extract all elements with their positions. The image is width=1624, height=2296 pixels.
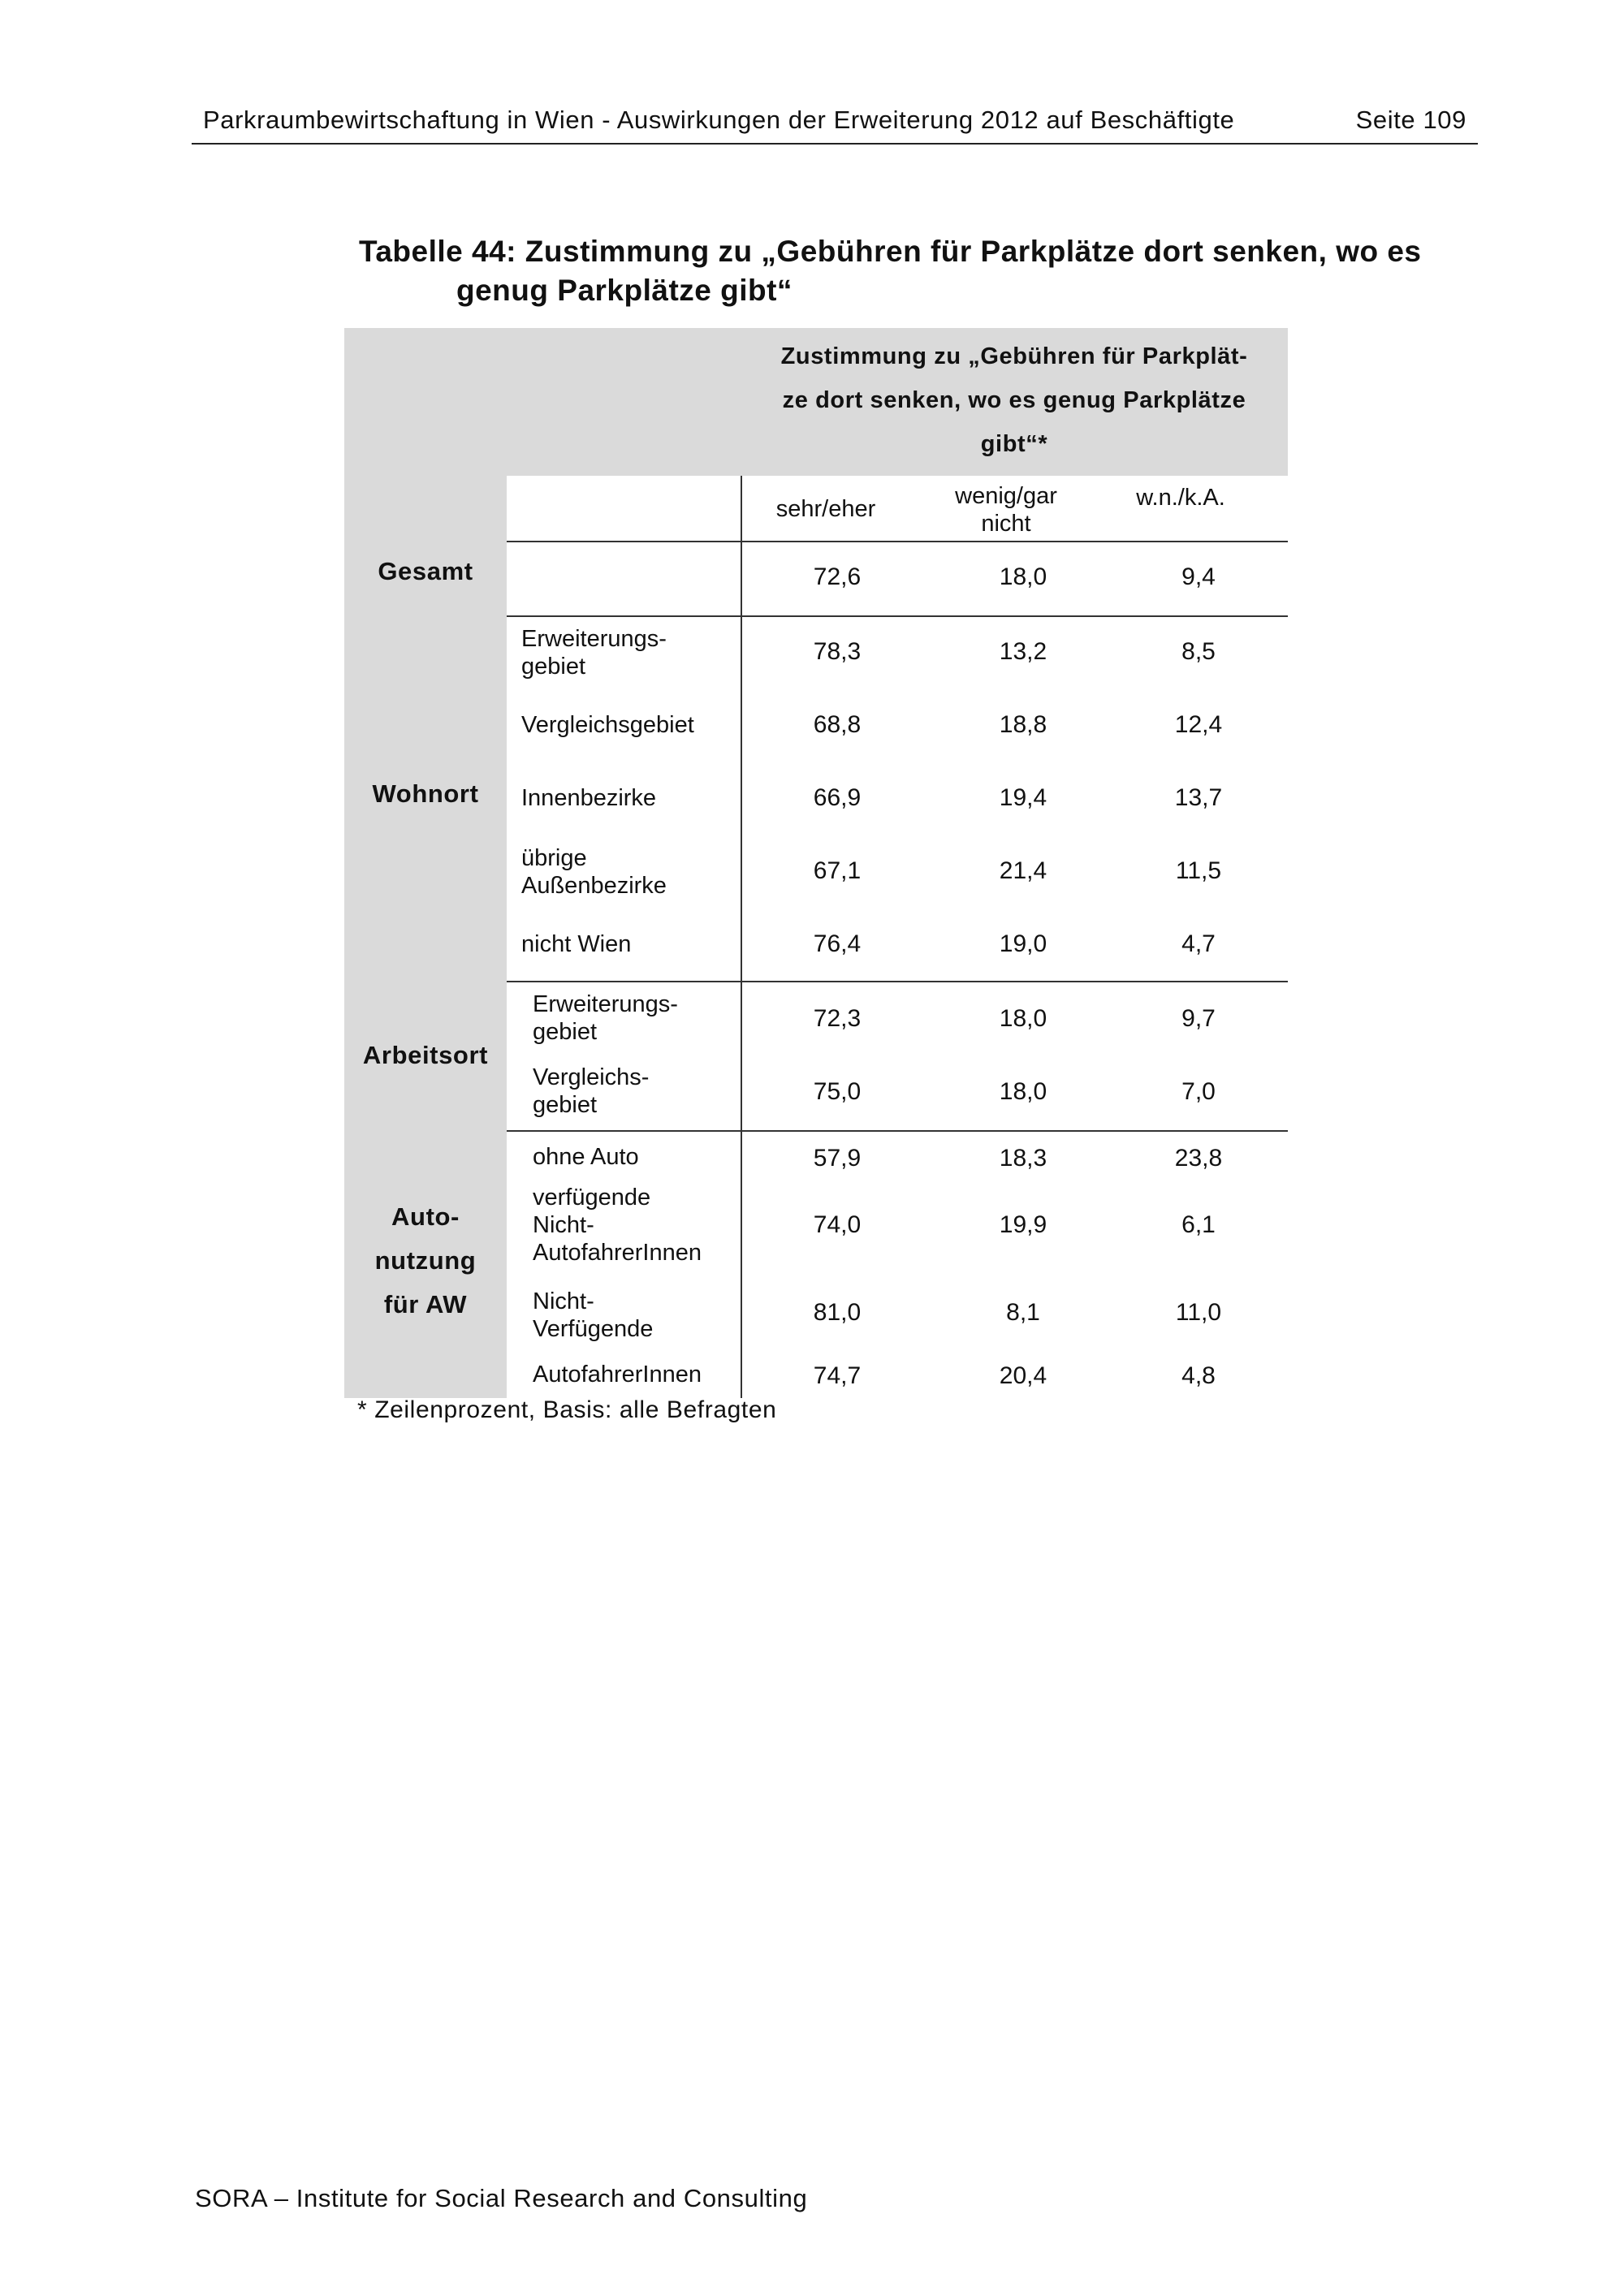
group-gesamt: Gesamt: [378, 557, 473, 585]
cell-value: 78,3: [813, 638, 862, 665]
cell-value: 11,0: [1175, 1299, 1222, 1326]
col-header-wenig-gar-nicht: [921, 482, 1091, 537]
caption-line-2: genug Parkplätze gibt“: [456, 274, 793, 307]
cell-value: 13,2: [999, 638, 1047, 665]
row-label-nicht-wien: nicht Wien: [521, 931, 632, 957]
table-header-line-3: gibt“*: [980, 431, 1048, 457]
row-label-line: Verfügende: [533, 1316, 654, 1342]
col-header-sehr-eher: sehr/eher: [775, 496, 876, 522]
cell-value: 18,0: [999, 1078, 1047, 1105]
cell-value: 7,0: [1181, 1078, 1216, 1105]
caption-line-1: Tabelle 44: Zustimmung zu „Gebühren für Parkplätze dort senken, wo es: [359, 235, 1422, 268]
row-label-vergleichsgebiet: Vergleichsgebiet: [521, 712, 694, 738]
row-label-line: verfügende: [533, 1185, 651, 1211]
page-footer: SORA – Institute for Social Research and Consulting: [195, 2184, 808, 2212]
cell-value: 74,0: [813, 1211, 862, 1238]
cell-value: 6,1: [1181, 1211, 1216, 1238]
vertical-divider: [741, 476, 742, 1398]
row-label-line: Nicht-: [533, 1288, 594, 1314]
row-label-arbeitsort-erweiterungsgebiet: [533, 990, 678, 1046]
col-header-wn-ka: w.n./k.A.: [1136, 485, 1225, 511]
page-number: Seite 109: [1355, 106, 1466, 134]
cell-value: 19,0: [999, 930, 1047, 957]
group-auto-line-2: nutzung: [374, 1246, 477, 1275]
cell-value: 18,3: [999, 1145, 1047, 1172]
page-header: [192, 102, 1478, 145]
cell-value: 8,5: [1181, 638, 1216, 665]
row-label-line: Nicht-: [533, 1212, 594, 1238]
table-header-line-1: Zustimmung zu „Gebühren für Parkplät-: [780, 343, 1248, 369]
table-header-line-2: ze dort senken, wo es genug Parkplätze: [782, 387, 1246, 413]
row-label-line: gebiet: [521, 654, 586, 680]
group-auto-line-3: für AW: [383, 1290, 468, 1318]
cell-value: 8,1: [1006, 1299, 1040, 1326]
cell-value: 18,8: [999, 711, 1047, 738]
row-label-innenbezirke: Innenbezirke: [521, 785, 657, 811]
rule-after-arbeitsort: [507, 1130, 1288, 1132]
cell-value: 72,3: [813, 1005, 862, 1032]
row-label-autofahrerinnen: AutofahrerInnen: [533, 1362, 702, 1388]
row-label-line: übrige: [521, 845, 587, 871]
table-header: [741, 328, 1288, 476]
cell-value: 12,4: [1174, 711, 1223, 738]
table-caption: [359, 232, 1496, 310]
cell-value: 4,8: [1181, 1362, 1216, 1389]
row-label-ohne-auto: ohne Auto: [533, 1144, 639, 1170]
cell-value: 57,9: [813, 1145, 862, 1172]
row-label-line: AutofahrerInnen: [533, 1240, 702, 1266]
group-autonutzung: [344, 1195, 507, 1327]
row-label-line: Erweiterungs-: [521, 626, 667, 652]
table-footnote: * Zeilenprozent, Basis: alle Befragten: [357, 1396, 777, 1423]
cell-value: 81,0: [813, 1299, 862, 1326]
cell-value: 18,0: [999, 1005, 1047, 1032]
rule-after-gesamt: [507, 615, 1288, 617]
row-label-line: Erweiterungs-: [533, 991, 678, 1017]
cell-value: 23,8: [1174, 1145, 1223, 1172]
cell-value: 72,6: [813, 563, 862, 590]
cell-value: 4,7: [1181, 930, 1216, 957]
group-auto-line-1: Auto-: [391, 1202, 460, 1231]
cell-value: 21,4: [999, 857, 1047, 884]
cell-value: 66,9: [813, 784, 862, 811]
cell-value: 19,9: [999, 1211, 1047, 1238]
row-label-uebrige-aussenbezirke: [521, 844, 667, 900]
row-label-nicht-verfuegende: [533, 1288, 653, 1343]
cell-value: 76,4: [813, 930, 862, 957]
cell-value: 19,4: [999, 784, 1047, 811]
row-label-line: gebiet: [533, 1019, 598, 1045]
cell-value: 9,7: [1181, 1005, 1216, 1032]
header-title: Parkraumbewirtschaftung in Wien - Auswirkungen der Erweiterung 2012 auf Beschäftigte: [203, 106, 1235, 134]
row-label-vergleichsgebiet-arbeitsort: [533, 1064, 649, 1119]
col-header-wenig-line-2: nicht: [981, 511, 1031, 537]
cell-value: 11,5: [1175, 857, 1222, 884]
row-label-line: Außenbezirke: [521, 873, 667, 899]
cell-value: 13,7: [1174, 784, 1223, 811]
group-arbeitsort: Arbeitsort: [362, 1041, 489, 1069]
cell-value: 20,4: [999, 1362, 1047, 1389]
col-header-wenig-line-1: wenig/gar: [955, 483, 1057, 509]
cell-value: 74,7: [813, 1362, 862, 1389]
rule-header-bottom: [507, 541, 1288, 542]
data-table: [344, 328, 1288, 1398]
cell-value: 68,8: [813, 711, 862, 738]
row-label-verfuegende-nicht-autofahrer: [533, 1184, 702, 1267]
row-label-line: gebiet: [533, 1092, 598, 1118]
rule-after-wohnort: [507, 981, 1288, 982]
cell-value: 67,1: [813, 857, 862, 884]
cell-value: 18,0: [999, 563, 1047, 590]
group-wohnort: Wohnort: [372, 779, 479, 808]
cell-value: 75,0: [813, 1078, 862, 1105]
row-label-line: Vergleichs-: [533, 1064, 650, 1090]
row-label-wohnort-erweiterungsgebiet: [521, 625, 667, 680]
cell-value: 9,4: [1181, 563, 1216, 590]
